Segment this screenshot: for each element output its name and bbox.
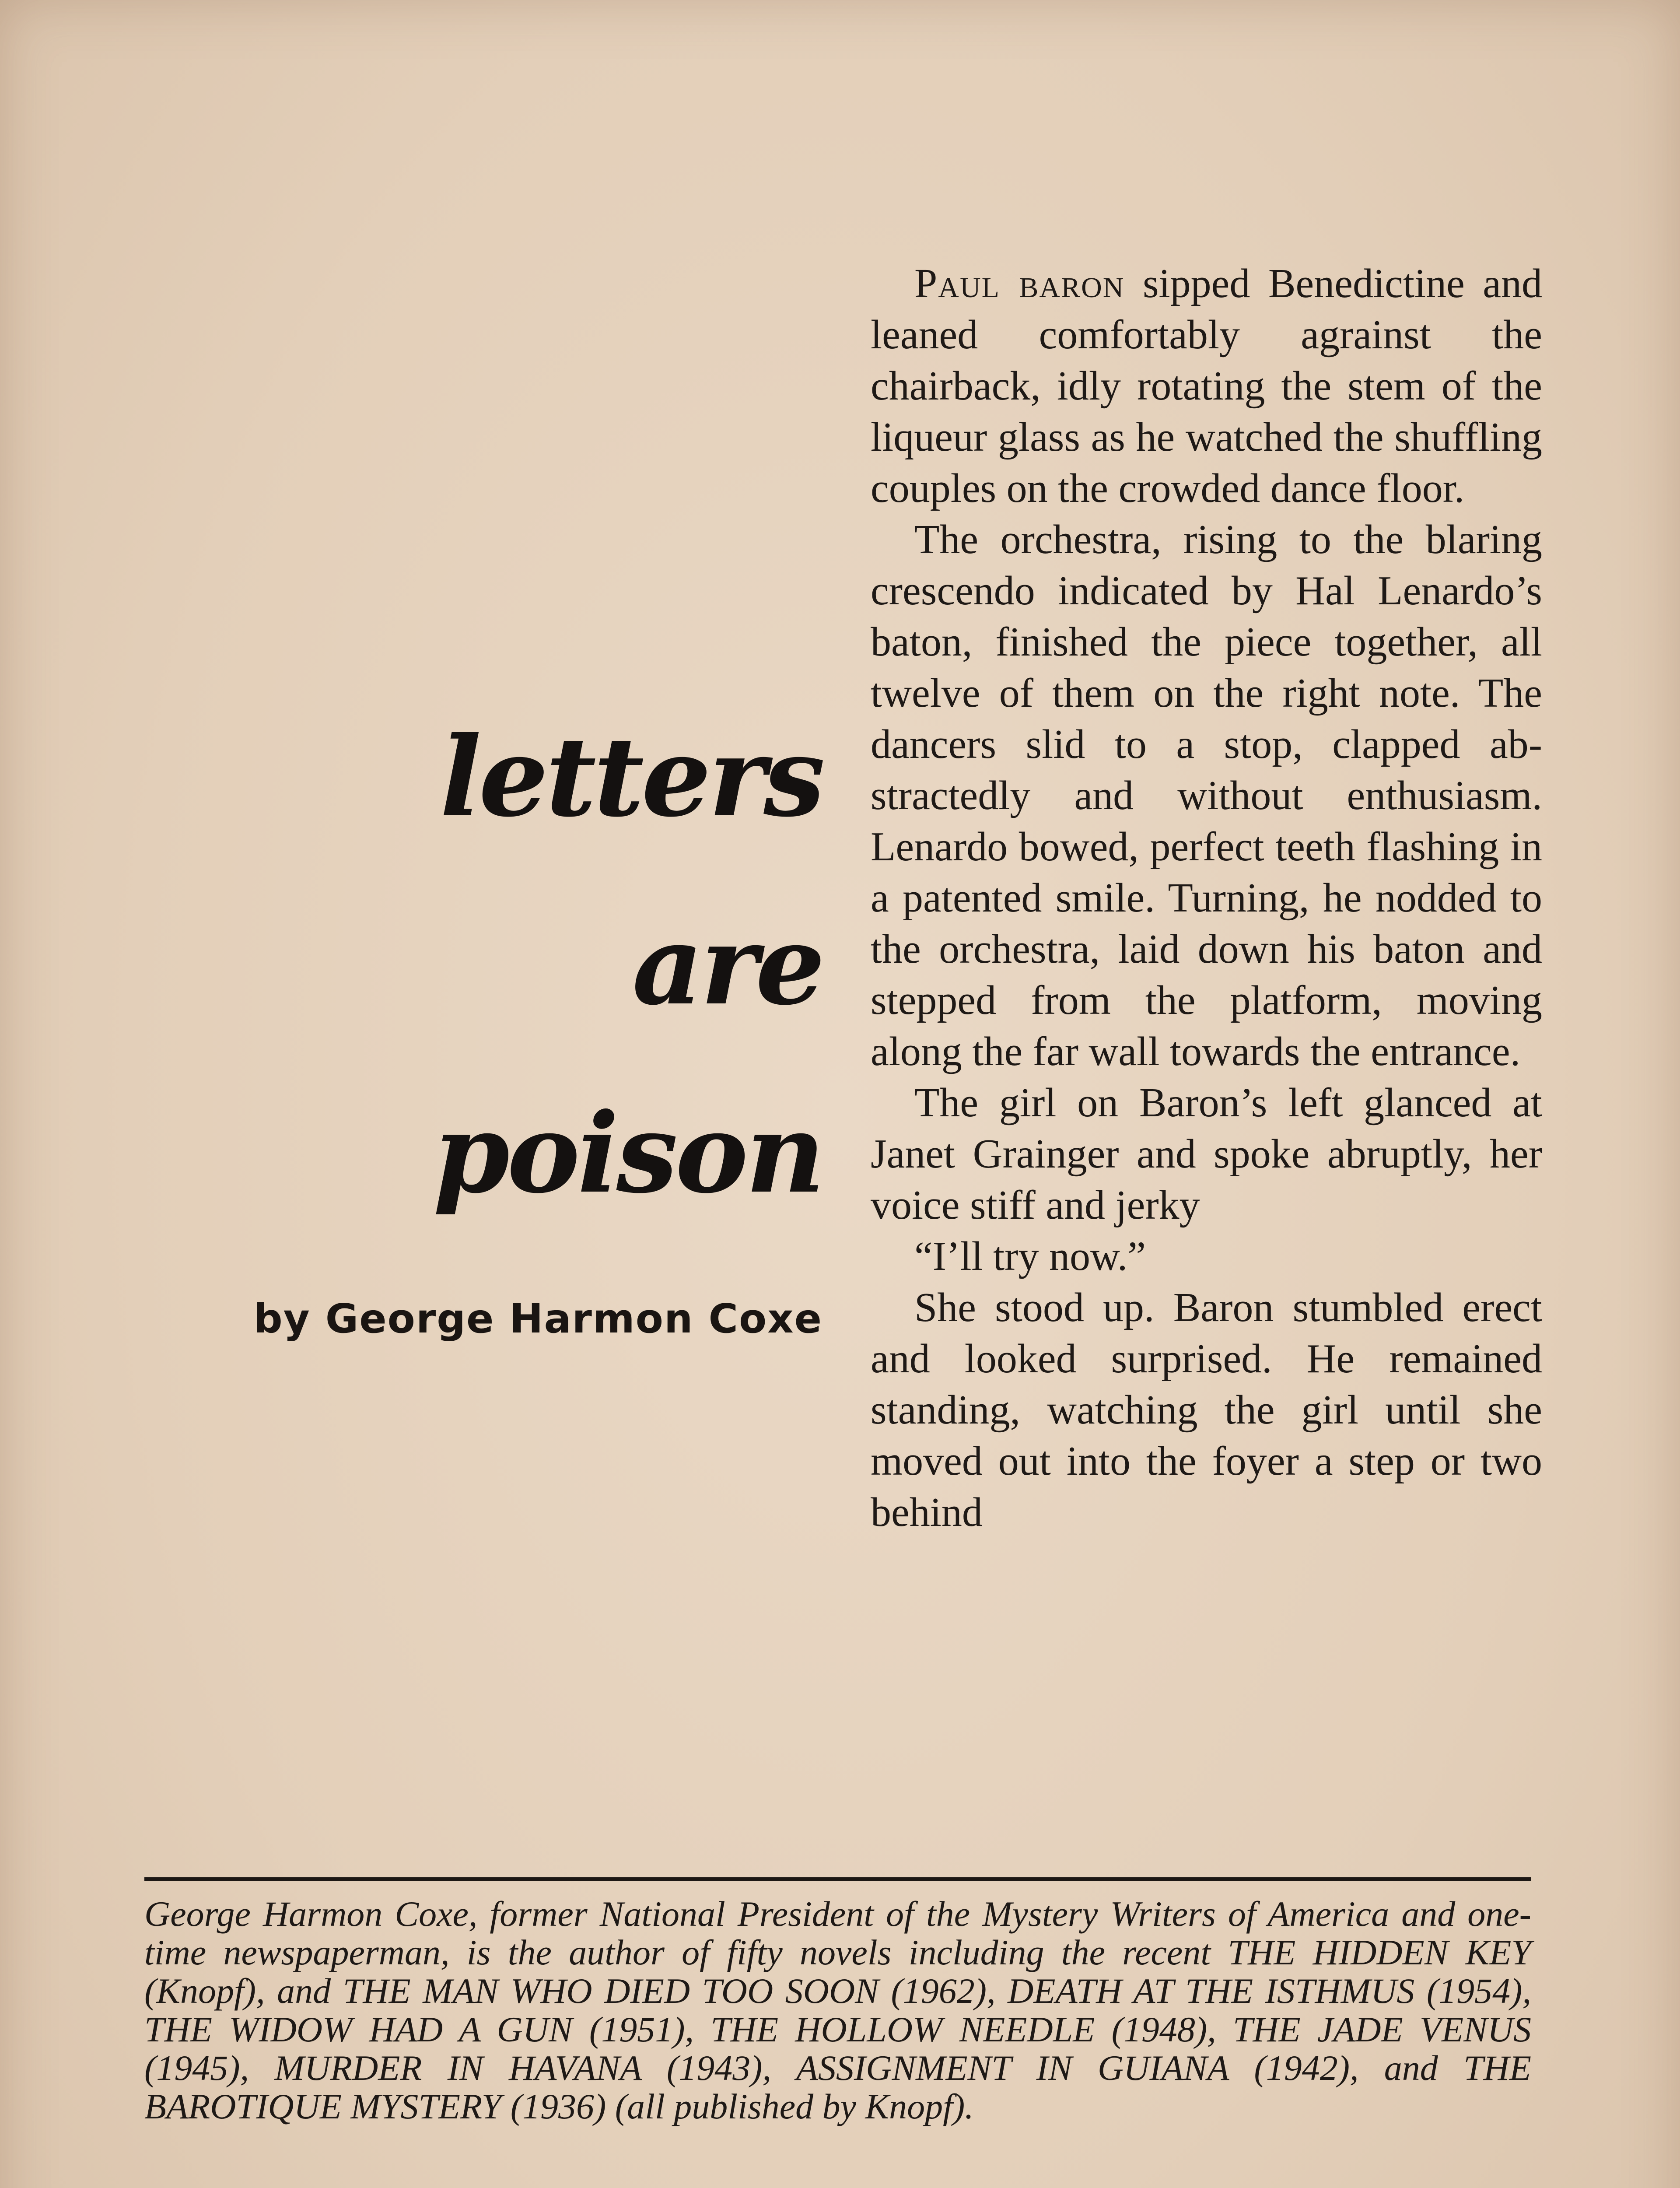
paragraph-1-text: sipped Benedictine and leaned comfortably agrainst the chairback, idly rotating the stem of the liqueur glass as he watched the shuffling couples on the crowded dance floor. <box>871 261 1543 511</box>
story-paragraph-3: The girl on Baron’s left glanced at Janet Grainger and spoke abruptly, her voice stiff and jerky <box>871 1080 1542 1228</box>
title-word-poison: poison <box>433 1089 822 1217</box>
story-title <box>245 683 822 1247</box>
title-word-letters: letters <box>440 712 822 841</box>
story-paragraph-4: “I’ll try now.” <box>914 1234 1146 1279</box>
story-paragraph-2: The orchestra, rising to the blaring crescendo indicated by Hal Lenardo’s baton, finished the piece together, all twelve of them on the right note. The dancers slid to a stop, clapped abstractedly and without enthusiasm. Lenardo bowed, perfect teeth flashing in a patented smile. Turning, he nodded to the orchestra, laid down his baton and stepped from the platform, moving along the far wall towards the entrance. <box>871 517 1542 1074</box>
author-note: George Harmon Coxe, former National President of the Mystery Writers of America and one-time newspaperman, is the author of fifty novels including the recent THE HIDDEN KEY (Knopf), and THE MAN WHO DIED TOO SOON (1962), DEATH AT THE ISTHMUS (1954), THE WIDOW HAD A GUN (1951), THE HOLLOW NEEDLE (1948), THE JADE VENUS (1945), MURDER IN HAVANA (1943), ASSIGNMENT IN GUIANA (1942), and THE BAROTIQUE MYSTERY (1936) (all published by Knopf). <box>144 1894 1531 2126</box>
author-note-top-rule <box>144 1877 1531 1881</box>
story-paragraph-1 <box>871 258 1542 514</box>
byline: by George Harmon Coxe <box>253 1295 822 1342</box>
opening-smallcaps: Paul baron <box>914 261 1125 306</box>
story-body <box>871 258 1542 1538</box>
title-word-are: are <box>632 901 822 1029</box>
story-paragraph-5: She stood up. Baron stumbled erect and looked surprised. He remained standing, watching the girl until she moved out into the foyer a step or two behind <box>871 1285 1542 1535</box>
